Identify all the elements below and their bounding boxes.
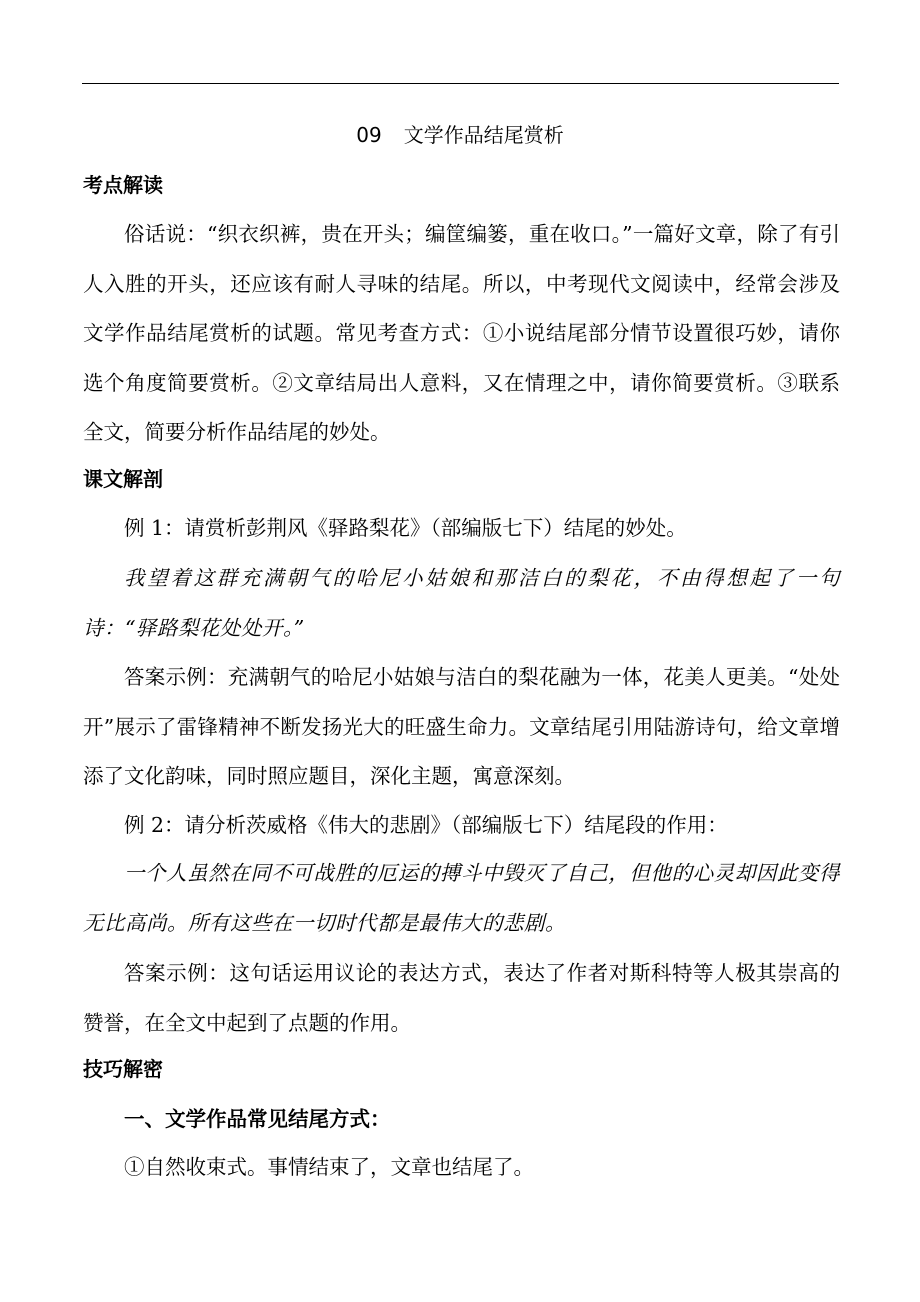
section-heading-lesson: 课文解剖 — [83, 467, 163, 491]
title-text: 文学作品结尾赏析 — [403, 123, 564, 147]
example-2-quote: 一个人虽然在同不可战胜的厄运的搏斗中毁灭了自己，但他的心灵却因此变得无比高尚。所有这些在一切时代都是最伟大的悲剧。 — [83, 861, 840, 935]
header-rule — [82, 83, 839, 84]
skills-item-1: ①自然收束式。事情结束了，文章也结尾了。 — [124, 1155, 534, 1179]
page-title — [0, 118, 920, 152]
intro-paragraph: 俗话说：“织衣织裤，贵在开头；编筐编篓，重在收口。”一篇好文章，除了有引人入胜的开头，还应该有耐人寻味的结尾。所以，中考现代文阅读中，经常会涉及文学作品结尾赏析的试题。常见考查方式：①小说结尾部分情节设置很巧妙，请你选个角度简要赏析。②文章结局出人意料，又在情理之中，请你简要赏析。③联系全文，简要分析作品结尾的妙处。 — [83, 222, 840, 444]
example-1-answer: 答案示例：充满朝气的哈尼小姑娘与洁白的梨花融为一体，花美人更美。“处处开”展示了雷锋精神不断发扬光大的旺盛生命力。文章结尾引用陆游诗句，给文章增添了文化韵味，同时照应题目，深化主题，寓意深刻。 — [83, 665, 840, 788]
example-2-answer: 答案示例：这句话运用议论的表达方式，表达了作者对斯科特等人极其崇高的赞誉，在全文中起到了点题的作用。 — [83, 961, 840, 1035]
title-number: 09 — [356, 123, 382, 147]
section-heading-analysis: 考点解读 — [83, 173, 163, 197]
example-1-quote: 我望着这群充满朝气的哈尼小姑娘和那洁白的梨花，不由得想起了一句诗：“驿路梨花处处开。” — [83, 566, 840, 640]
example-1-prompt: 例 1：请赏析彭荆风《驿路梨花》（部编版七下）结尾的妙处。 — [124, 516, 687, 540]
section-heading-skills: 技巧解密 — [83, 1057, 163, 1081]
example-2-prompt: 例 2：请分析茨威格《伟大的悲剧》（部编版七下）结尾段的作用： — [124, 813, 728, 837]
skills-subheading: 一、文学作品常见结尾方式： — [124, 1107, 391, 1131]
